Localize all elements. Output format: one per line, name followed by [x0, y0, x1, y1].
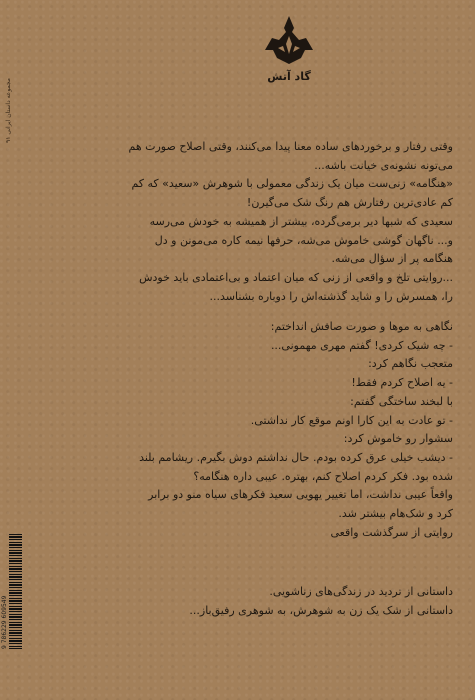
excerpt-line: واقعاً عیبی نداشت، اما تغییر یهویی سعید فکرهای سیاه منو دو برابر — [148, 488, 453, 502]
spine-text: مجموعه داستان ایرانی ۹۱ — [5, 77, 12, 143]
synopsis-line: «هنگامه» زنی‌ست میان یک زندگی معمولی با شوهرش «سعید» که کم — [131, 177, 453, 191]
synopsis-line: هنگامه پر از سؤال می‌شه. — [331, 252, 453, 266]
excerpt-block — [33, 318, 453, 542]
excerpt-line: متعجب نگاهم کرد: — [368, 357, 453, 371]
excerpt-line: شده بود. فکر کردم اصلاح کنم، بهتره. عیبی داره هنگامه؟ — [193, 469, 453, 483]
tagline-line: داستانی از تردید در زندگی‌های زناشویی. — [269, 585, 453, 598]
synopsis-block — [33, 138, 453, 306]
synopsis-line: می‌تونه نشونه‌ی خیانت باشه... — [314, 158, 453, 172]
excerpt-line: کرد و شک‌هام بیشتر شد. — [338, 507, 453, 521]
excerpt-line: - یه اصلاح کردم فقط! — [351, 376, 453, 390]
excerpt-line: - دیشب خیلی عرق کرده بودم. حال نداشتم دوش بگیرم. ریشامم بلند — [139, 450, 453, 464]
synopsis-line: و... ناگهان گوشی خاموش می‌شه، حرفها نیمه کاره می‌مونن و دل — [154, 233, 453, 247]
synopsis-line: ...روایتی تلخ و واقعی از زنی که میان اعتماد و بی‌اعتمادی باید خودش — [139, 270, 453, 284]
tagline-block — [33, 583, 453, 620]
excerpt-line: با لبخند ساختگی گفتم: — [350, 394, 453, 408]
barcode — [9, 534, 22, 649]
synopsis-line: وقتی رفتار و برخوردهای ساده معنا پیدا می‌کنند، وقتی اصلاح صورت هم — [128, 140, 453, 153]
publisher-logo — [261, 14, 317, 86]
logo-text: گاد آتش — [267, 70, 311, 83]
excerpt-line: نگاهی به موها و صورت صافش انداختم: — [270, 320, 453, 333]
synopsis-line: را، همسرش را و شاید گذشته‌اش را دوباره بشناسد... — [209, 289, 453, 303]
excerpt-line: سشوار رو خاموش کرد: — [343, 432, 453, 446]
tagline-line: داستانی از شک یک زن به شوهرش، به شوهری رفیق‌باز... — [189, 603, 453, 617]
excerpt-line: - تو عادت به این کارا اونم موقع کار نداشتی. — [250, 413, 453, 427]
barcode-number: 9 786229 609549 — [1, 595, 8, 649]
barcode-area — [3, 534, 23, 649]
excerpt-line: - چه شیک کردی! گفتم مهری مهمونی... — [270, 338, 453, 352]
synopsis-line: کم عادی‌ترین رفتارش هم رنگ شک می‌گیرن! — [246, 196, 453, 210]
synopsis-line: سعیدی که شبها دیر برمی‌گرده، بیشتر از همیشه به خودش می‌رسه — [149, 214, 453, 228]
excerpt-line: روایتی از سرگذشت واقعی — [330, 525, 453, 539]
